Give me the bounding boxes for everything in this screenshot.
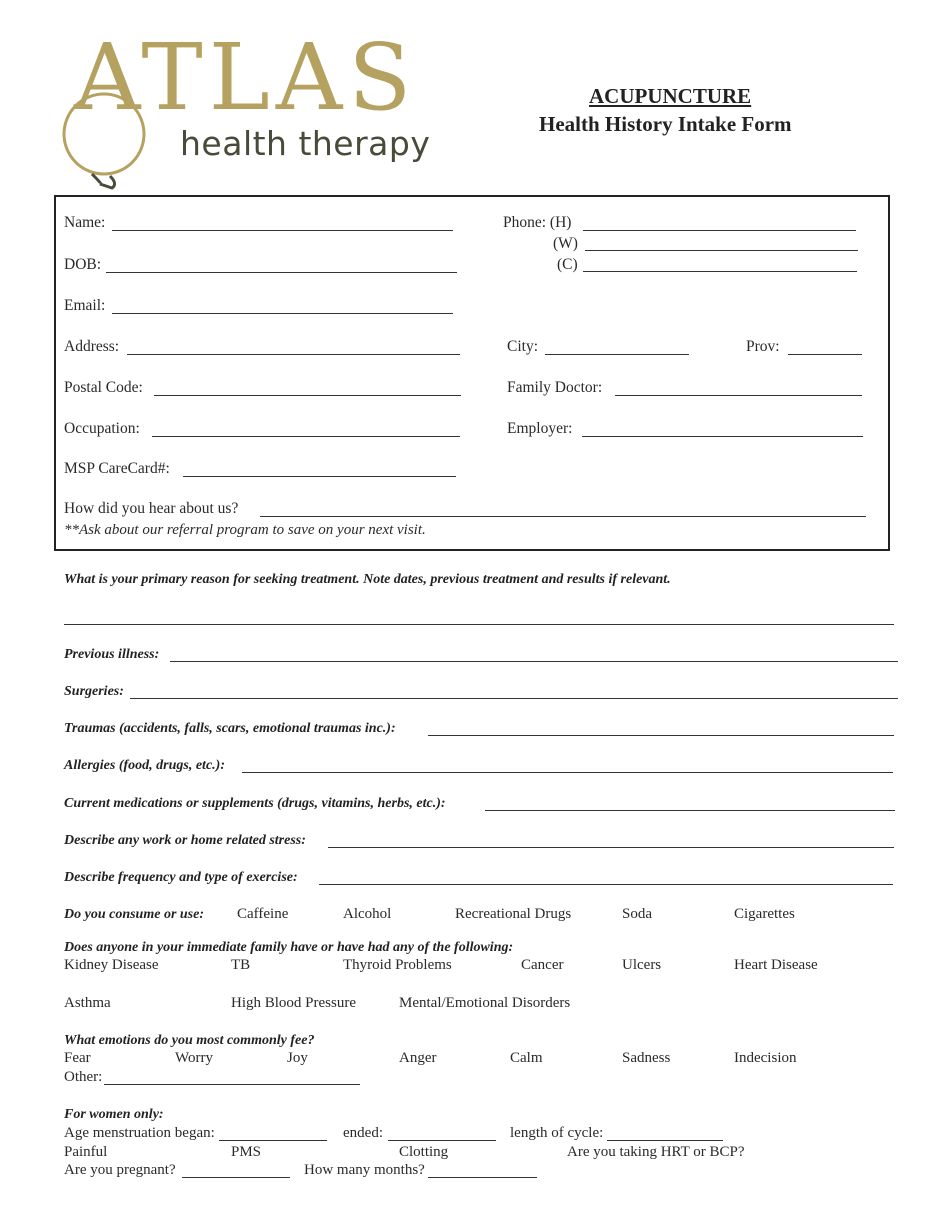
other-emotion-field[interactable] bbox=[104, 1084, 360, 1085]
option-cancer[interactable]: Cancer bbox=[521, 957, 564, 973]
traumas-field[interactable] bbox=[428, 735, 894, 736]
exercise-field[interactable] bbox=[319, 884, 893, 885]
allergies-field[interactable] bbox=[242, 772, 893, 773]
name-label: Name: bbox=[64, 214, 106, 231]
form-subtitle: Health History Intake Form bbox=[539, 112, 792, 136]
option-recreational-drugs[interactable]: Recreational Drugs bbox=[455, 906, 572, 922]
form-title: ACUPUNCTURE bbox=[589, 84, 752, 108]
stress-label: Describe any work or home related stress: bbox=[64, 833, 306, 848]
option-joy[interactable]: Joy bbox=[287, 1050, 308, 1066]
name-field[interactable] bbox=[112, 230, 453, 231]
email-field[interactable] bbox=[112, 313, 453, 314]
option-alcohol[interactable]: Alcohol bbox=[343, 906, 392, 922]
family-doctor-field[interactable] bbox=[615, 395, 862, 396]
phone-work-label: (W) bbox=[553, 235, 578, 252]
phone-work-field[interactable] bbox=[585, 250, 858, 251]
contact-info-box bbox=[54, 195, 890, 551]
primary-reason-question: What is your primary reason for seeking treatment. Note dates, previous treatment and results if relevant. bbox=[64, 572, 671, 587]
msp-carecard-field[interactable] bbox=[183, 476, 456, 477]
menstruation-ended-field[interactable] bbox=[388, 1140, 496, 1141]
atlas-logo bbox=[52, 24, 444, 192]
occupation-label: Occupation: bbox=[64, 420, 140, 437]
primary-reason-field[interactable] bbox=[64, 624, 894, 625]
option-worry[interactable]: Worry bbox=[175, 1050, 213, 1066]
address-label: Address: bbox=[64, 338, 120, 355]
menstruation-began-label: Age menstruation began: bbox=[64, 1125, 215, 1141]
allergies-label: Allergies (food, drugs, etc.): bbox=[64, 758, 225, 773]
employer-field[interactable] bbox=[582, 436, 863, 437]
phone-home-field[interactable] bbox=[583, 230, 856, 231]
option-painful[interactable]: Painful bbox=[64, 1144, 108, 1160]
city-label: City: bbox=[507, 338, 539, 355]
dob-field[interactable] bbox=[106, 272, 457, 273]
cycle-length-label: length of cycle: bbox=[510, 1125, 604, 1141]
menstruation-ended-label: ended: bbox=[343, 1125, 383, 1141]
stress-field[interactable] bbox=[328, 847, 894, 848]
option-thyroid-problems[interactable]: Thyroid Problems bbox=[343, 957, 452, 973]
email-label: Email: bbox=[64, 297, 106, 314]
dob-label: DOB: bbox=[64, 256, 102, 273]
surgeries-label: Surgeries: bbox=[64, 684, 124, 699]
previous-illness-label: Previous illness: bbox=[64, 647, 160, 662]
option-anger[interactable]: Anger bbox=[399, 1050, 437, 1066]
option-sadness[interactable]: Sadness bbox=[622, 1050, 671, 1066]
option-asthma[interactable]: Asthma bbox=[64, 995, 111, 1011]
cycle-length-field[interactable] bbox=[607, 1140, 723, 1141]
emotions-question: What emotions do you most commonly fee? bbox=[64, 1033, 315, 1048]
medications-field[interactable] bbox=[485, 810, 895, 811]
option-fear[interactable]: Fear bbox=[64, 1050, 91, 1066]
option-caffeine[interactable]: Caffeine bbox=[237, 906, 289, 922]
prov-field[interactable] bbox=[788, 354, 862, 355]
logo-subtitle: health therapy bbox=[180, 124, 431, 163]
hear-about-label: How did you hear about us? bbox=[64, 500, 239, 517]
option-indecision[interactable]: Indecision bbox=[734, 1050, 797, 1066]
employer-label: Employer: bbox=[507, 420, 573, 437]
option-heart-disease[interactable]: Heart Disease bbox=[734, 957, 818, 973]
months-field[interactable] bbox=[428, 1177, 537, 1178]
medications-label: Current medications or supplements (drugs, vitamins, herbs, etc.): bbox=[64, 796, 446, 811]
option-mental-emotional-disorders[interactable]: Mental/Emotional Disorders bbox=[399, 995, 571, 1011]
option-ulcers[interactable]: Ulcers bbox=[622, 957, 662, 973]
option-tb[interactable]: TB bbox=[231, 957, 251, 973]
option-kidney-disease[interactable]: Kidney Disease bbox=[64, 957, 159, 973]
option-pms[interactable]: PMS bbox=[231, 1144, 262, 1160]
phone-cell-label: (C) bbox=[557, 256, 578, 273]
phone-cell-field[interactable] bbox=[583, 271, 857, 272]
option-clotting[interactable]: Clotting bbox=[399, 1144, 449, 1160]
surgeries-field[interactable] bbox=[130, 698, 898, 699]
address-field[interactable] bbox=[127, 354, 460, 355]
option-soda[interactable]: Soda bbox=[622, 906, 652, 922]
hear-about-field[interactable] bbox=[260, 516, 866, 517]
women-only-heading: For women only: bbox=[64, 1107, 164, 1122]
other-emotion-label: Other: bbox=[64, 1069, 103, 1085]
hrt-bcp-question[interactable]: Are you taking HRT or BCP? bbox=[567, 1144, 745, 1160]
postal-code-field[interactable] bbox=[154, 395, 461, 396]
postal-code-label: Postal Code: bbox=[64, 379, 143, 396]
occupation-field[interactable] bbox=[152, 436, 460, 437]
menstruation-began-field[interactable] bbox=[219, 1140, 327, 1141]
pregnant-field[interactable] bbox=[182, 1177, 290, 1178]
referral-note: **Ask about our referral program to save on your next visit. bbox=[64, 522, 426, 538]
option-cigarettes[interactable]: Cigarettes bbox=[734, 906, 795, 922]
family-history-question: Does anyone in your immediate family have or have had any of the following: bbox=[64, 940, 514, 955]
exercise-label: Describe frequency and type of exercise: bbox=[64, 870, 298, 885]
city-field[interactable] bbox=[545, 354, 689, 355]
logo-wordmark: ATLAS bbox=[74, 24, 418, 131]
previous-illness-field[interactable] bbox=[170, 661, 898, 662]
months-label: How many months? bbox=[304, 1162, 425, 1178]
option-high-blood-pressure[interactable]: High Blood Pressure bbox=[231, 995, 356, 1011]
family-doctor-label: Family Doctor: bbox=[507, 379, 603, 396]
consume-question: Do you consume or use: bbox=[64, 907, 205, 922]
msp-carecard-label: MSP CareCard#: bbox=[64, 460, 170, 477]
prov-label: Prov: bbox=[746, 338, 780, 355]
option-calm[interactable]: Calm bbox=[510, 1050, 543, 1066]
pregnant-label: Are you pregnant? bbox=[64, 1162, 176, 1178]
phone-home-label: Phone: (H) bbox=[503, 214, 572, 231]
traumas-label: Traumas (accidents, falls, scars, emotional traumas inc.): bbox=[64, 721, 396, 736]
